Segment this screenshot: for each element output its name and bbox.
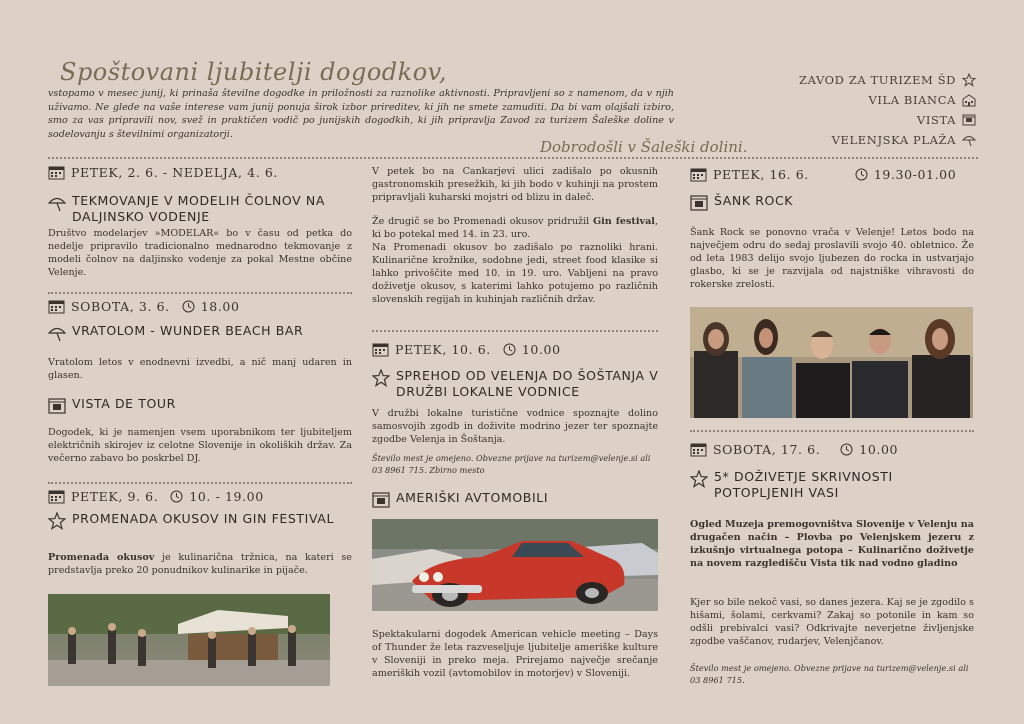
divider — [372, 330, 658, 332]
calendar-icon — [48, 489, 65, 504]
event-body-3: Dogodek, ki je namenjen vsem uporabnikom ter ljubiteljem električnih skirojev iz celotne Slovenije in okoliških držav. Za večerno zabavo bo poskrbel DJ. — [48, 427, 352, 464]
event-date-7: PETEK, 16. 6. 19.30-01.00 — [690, 167, 956, 182]
calendar-icon — [690, 442, 707, 457]
event-lead-8: Ogled Muzeja premogovništva Slovenije v Velenju na drugačen način – Plovba po Velenjskem jezeru z izkušnjo virtualnega potopa – Kulinarično doživetje na novem razgledišču Vista tik nad vodno gladino — [690, 519, 974, 569]
event-body-1: Društvo modelarjev »MODELAR« bo v času od petka do nedelje pripravilo tradicionalno mednarodno tekmovanje z modeli čolnov na daljinsko vodenje za pokal Mestne občine Velenje. — [48, 228, 352, 278]
event-body-6: Spektakularni dogodek American vehicle meeting – Days of Thunder že leta razveseljuje ljubitelje ameriške kulture v Sloveniji in preko meja. Prirejamo največje srečanje ameriških vozil (avtomobilov in motorjev) v Sloveniji. — [372, 629, 658, 679]
star-icon — [962, 73, 976, 87]
event-title-5[interactable]: SPREHOD OD VELENJA DO ŠOŠTANJA V DRUŽBI LOKALNE VODNICE — [372, 368, 662, 400]
event-title-1[interactable]: TEKMOVANJE V MODELIH ČOLNOV NA DALJINSKO VODENJE — [48, 193, 348, 225]
divider — [48, 292, 352, 294]
brand-zavod[interactable]: ZAVOD ZA TURIZEM ŠD — [799, 70, 976, 90]
calendar-icon — [690, 167, 707, 182]
market-photo — [48, 594, 330, 686]
event-title-8[interactable]: 5* DOŽIVETJE SKRIVNOSTI POTOPLJENIH VASI — [690, 469, 970, 501]
band-photo — [690, 307, 973, 418]
event-body-2: Vratolom letos v enodnevni izvedbi, a nič manj udaren in glasen. — [48, 357, 352, 381]
event-body-8: Kjer so bile nekoč vasi, so danes jezera. Kaj se je zgodilo s hišami, šolami, cerkvami? Zakaj so potonile in kam so odšli prebivalci vasi? Odkrivajte neverjetne življenjske zgodbe vaščanov, rudarjev, Velenjčanov. — [690, 597, 974, 647]
star-icon — [690, 470, 708, 488]
umbrella-icon — [48, 324, 66, 342]
event-body-5: V družbi lokalne turistične vodnice spoznajte dolino samosvojih zgodb in doživite modrino jezer ter spoznajte zgodbe Velenja in Šoštanja. — [372, 408, 658, 445]
clock-icon — [855, 168, 868, 181]
umbrella-icon — [962, 133, 976, 147]
greeting-heading: Spoštovani ljubitelji dogodkov, — [60, 58, 447, 86]
divider — [48, 482, 352, 484]
event-title-2[interactable]: VRATOLOM - WUNDER BEACH BAR — [48, 323, 348, 342]
calendar-icon — [48, 165, 65, 180]
brand-vila-bianca[interactable]: VILA BIANCA — [799, 90, 976, 110]
clock-icon — [840, 443, 853, 456]
event-title-4[interactable]: PROMENADA OKUSOV IN GIN FESTIVAL — [48, 511, 348, 530]
brand-vista[interactable]: VISTA — [799, 110, 976, 130]
film-icon — [372, 491, 390, 509]
event-body-7: Šank Rock se ponovno vrača v Velenje! Letos bodo na največjem odru do sedaj proslavili svojo 40. obletnico. Že od leta 1983 delijo svojo ljubezen do rocka in ustvarjajo glasbo, ki se je razvijala od najstniške vihravosti do rokerske zrelosti. — [690, 227, 974, 290]
event-date-2: SOBOTA, 3. 6. 18.00 — [48, 299, 240, 314]
event-date-8: SOBOTA, 17. 6. 10.00 — [690, 442, 898, 457]
film-icon — [962, 113, 976, 127]
film-icon — [690, 194, 708, 212]
umbrella-icon — [48, 194, 66, 212]
promenada-intro-3: Na Promenadi okusov bo zadišalo po raznoliki hrani. Kulinarične krožnike, sodobne jedi, street food klasike si lahko privoščite med 10. in 19. uro. Vabljeni na pravo doživetje okusov, s katerimi lahko potujemo po različnih slovenskih regijah in kuhinjah različnih držav. — [372, 242, 658, 305]
clock-icon — [503, 343, 516, 356]
welcome-text: Dobrodošli v Šaleški dolini. — [540, 138, 748, 156]
event-body-4: Promenada okusov je kulinarična tržnica, na kateri se predstavlja preko 20 ponudnikov kulinarike in pijače. — [48, 552, 352, 576]
calendar-icon — [372, 342, 389, 357]
calendar-icon — [48, 299, 65, 314]
event-title-7[interactable]: ŠANK ROCK — [690, 193, 970, 212]
brand-velenjska-plaza[interactable]: VELENJSKA PLAŽA — [799, 130, 976, 150]
villa-icon — [962, 93, 976, 107]
divider — [690, 430, 974, 432]
intro-text: vstopamo v mesec junij, ki prinaša številne dogodke in priložnosti za raznolike aktivnosti. Pripravljeni so z namenom, da v njih uživamo. Ne glede na vaše interese vam junij ponuja širok izbor prireditev, ki jih ne smete zamuditi. Da bi vam olajšali izbiro, smo za vas pripravili nov, svež in praktičen vodič po junijskih dogodkih, ki jih pripravlja Zavod za turizem Šaleške doline v sodelovanju s številnimi organizatorji. — [48, 88, 674, 140]
event-date-1: PETEK, 2. 6. - NEDELJA, 4. 6. — [48, 165, 278, 180]
clock-icon — [170, 490, 183, 503]
event-title-6[interactable]: AMERIŠKI AVTOMOBILI — [372, 490, 662, 509]
star-icon — [372, 369, 390, 387]
event-title-3[interactable]: VISTA DE TOUR — [48, 396, 348, 415]
event-note-5: Število mest je omejeno. Obvezne prijave na turizem@velenje.si ali 03 8961 715. Zbirno mesto — [372, 453, 651, 475]
star-icon — [48, 512, 66, 530]
event-date-5: PETEK, 10. 6. 10.00 — [372, 342, 561, 357]
promenada-intro-2: Že drugič se bo Promenadi okusov pridružil Gin festival, ki bo potekal med 14. in 23. uro. — [372, 216, 658, 240]
event-note-8: Število mest je omejeno. Obvezne prijave na turizem@velenje.si ali 03 8961 715. — [690, 663, 969, 685]
car-photo — [372, 519, 658, 611]
brand-list — [799, 70, 976, 150]
header-divider — [48, 157, 978, 159]
film-icon — [48, 397, 66, 415]
promenada-intro-1: V petek bo na Cankarjevi ulici zadišalo po okusnih gastronomskih presežkih, ki jih bodo v kuhinji na prostem pripravljali kuharski mojstri od blizu in daleč. — [372, 166, 658, 203]
clock-icon — [182, 300, 195, 313]
event-date-4: PETEK, 9. 6. 10. - 19.00 — [48, 489, 264, 504]
